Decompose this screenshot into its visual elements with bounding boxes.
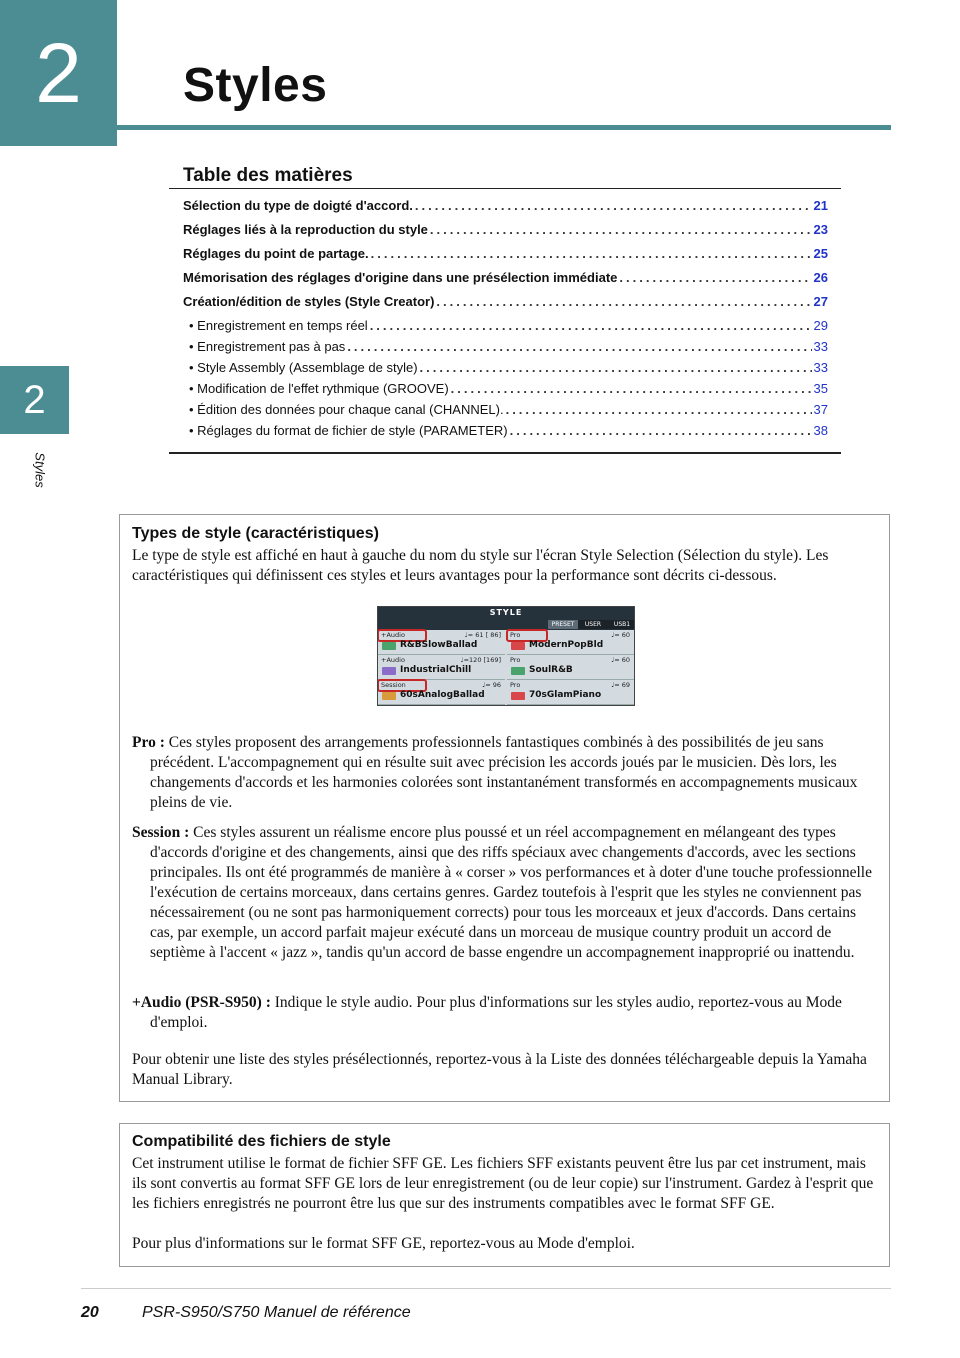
style-type: +Audio (381, 631, 405, 639)
toc-entry-text: • Style Assembly (Assemblage de style) (189, 360, 418, 375)
toc-entry-page-link[interactable]: 38 (813, 423, 828, 438)
compatibility-title: Compatibilité des fichiers de style (132, 1133, 391, 1150)
session-label: Session : (132, 824, 190, 841)
style-icon (511, 667, 525, 675)
style-name: 60sAnalogBallad (400, 690, 485, 700)
style-icon (382, 667, 396, 675)
toc-subentry[interactable] (183, 318, 828, 339)
toc-entry-text: • Enregistrement en temps réel (189, 318, 368, 333)
style-cell[interactable] (378, 680, 505, 705)
toc-entry-page-link[interactable]: 21 (813, 198, 828, 213)
manual-title: PSR-S950/S750 Manuel de référence (142, 1304, 411, 1321)
tab-preset[interactable]: PRESET (548, 620, 578, 629)
toc-heading: Table des matières (183, 165, 353, 186)
style-icon (382, 642, 396, 650)
audio-label: +Audio (PSR-S950) : (132, 994, 271, 1011)
page-title: Styles (183, 59, 328, 112)
screen-header: STYLE (378, 607, 634, 619)
toc-subentry[interactable] (183, 423, 828, 444)
style-selection-screen (377, 606, 635, 706)
session-text: Ces styles assurent un réalisme encore plus poussé et un réel accompagnement en mélangeant des types d'accords d'origine et des changements, ainsi que des riffs spéciaux avec changements d'accords, avec les sections principales. Ils ont été programmés de manière à « corser » vos performances et à doter d'une touche professionnelle l'exécution de certains morceaux, dans certains genres. Gardez toutefois à l'esprit que les styles ne conviennent pas nécessairement (ou ne sont pas harmoniquement corrects) pour tous les morceaux et jeux d'accords. Dans certains cas, par exemple, un accord parfait majeur exécuté dans un morceau de musique country produit un accord de septième à l'accent « jazz », tandis qu'un accord de basse engendre un accompagnement inapproprié ou inattendu. (150, 824, 872, 961)
toc-entry-text: Réglages liés à la reproduction du style (183, 222, 428, 237)
style-type: +Audio (381, 656, 405, 664)
preset-list-note: Pour obtenir une liste des styles présélectionnés, reportez-vous à la Liste des données téléchargeable depuis la Yamaha Manual Library. (132, 1051, 867, 1088)
page-number: 20 (81, 1304, 99, 1321)
pro-text: Ces styles proposent des arrangements professionnels fantastiques combinés à des possibilités de jeu sans précédent. L'accompagnement qui en résulte suit avec précision les accords joués par le musicien. Dès lors, les changements d'accords et les harmonies colorées sont instantanément transformés en accompagnements musicaux pleins de vie. (150, 734, 858, 811)
style-cell[interactable] (378, 655, 505, 680)
toc-entry-text: • Édition des données pour chaque canal (CHANNEL). (189, 402, 504, 417)
toc-subentry[interactable] (183, 381, 828, 402)
style-icon (511, 692, 525, 700)
session-description (132, 823, 877, 963)
audio-description (132, 993, 877, 1033)
style-types-intro: Le type de style est affiché en haut à gauche du nom du style sur l'écran Style Selection (Sélection du style). Les caractéristiques qui définissent ces styles et leurs avantages pour la performance sont décrits ci-dessous. (132, 547, 829, 584)
style-cell[interactable] (507, 630, 634, 655)
style-tempo: ♩= 60 (611, 656, 630, 664)
style-icon (382, 692, 396, 700)
toc-subentry[interactable] (183, 402, 828, 423)
style-grid (378, 630, 634, 705)
toc-entry-text: Sélection du type de doigté d'accord. (183, 198, 413, 213)
toc-entry-page-link[interactable]: 23 (813, 222, 828, 237)
style-cell[interactable] (507, 680, 634, 705)
style-type: Session (381, 681, 406, 689)
toc-entry[interactable] (183, 198, 828, 222)
toc-entry-page-link[interactable]: 33 (813, 339, 828, 354)
toc-entry-page-link[interactable]: 35 (813, 381, 828, 396)
style-tempo: ♩= 61 [ 86] (464, 631, 501, 639)
style-tempo: ♩= 96 (482, 681, 501, 689)
toc-entry-text: Mémorisation des réglages d'origine dans une présélection immédiate (183, 270, 618, 285)
compatibility-box (119, 1123, 890, 1267)
toc-entry-page-link[interactable]: 26 (813, 270, 828, 285)
style-type: Pro (510, 681, 521, 689)
toc-entry-page-link[interactable]: 37 (813, 402, 828, 417)
toc-entry-page-link[interactable]: 29 (813, 318, 828, 333)
title-rule (117, 125, 891, 130)
toc-subentry[interactable] (183, 339, 828, 360)
compatibility-text: Cet instrument utilise le format de fichier SFF GE. Les fichiers SFF existants peuvent être lus par cet instrument, mais ils sont convertis au format SFF GE lors de leur enregistrement (ou de leur copie) sur l'instrument. Gardez à l'esprit que les fichiers enregistrés ne pourront être lus que sur des instruments compatibles avec le format SFF GE. (132, 1155, 874, 1212)
toc-entry-text: Création/édition de styles (Style Creator) (183, 294, 435, 309)
audio-text: Indique le style audio. Pour plus d'informations sur les styles audio, reportez-vous au Mode d'emploi. (150, 994, 842, 1031)
tab-usb1[interactable]: USB1 (607, 620, 635, 629)
compatibility-more-info: Pour plus d'informations sur le format SFF GE, reportez-vous au Mode d'emploi. (132, 1235, 635, 1252)
tab-user[interactable]: USER (578, 620, 608, 629)
chapter-number-tab: 2 (0, 0, 117, 146)
toc-entry-text: • Réglages du format de fichier de style (PARAMETER) (189, 423, 508, 438)
style-name: 70sGlamPiano (529, 690, 602, 700)
pro-label: Pro : (132, 734, 165, 751)
style-type: Pro (510, 631, 521, 639)
style-cell[interactable] (507, 655, 634, 680)
side-chapter-tab[interactable]: 2 (0, 366, 69, 434)
toc-entry-page-link[interactable]: 25 (813, 246, 828, 261)
style-name: R&BSlowBallad (400, 640, 478, 650)
style-tempo: ♩= 69 (611, 681, 630, 689)
toc-entry[interactable] (183, 270, 828, 294)
toc-subentry[interactable] (183, 360, 828, 381)
style-name: ModernPopBld (529, 640, 604, 650)
toc-entry-text: Réglages du point de partage. (183, 246, 369, 261)
toc-entry[interactable] (183, 222, 828, 246)
footer-rule (81, 1288, 891, 1289)
style-name: SoulR&B (529, 665, 573, 675)
toc-entry-text: • Enregistrement pas à pas (189, 339, 346, 354)
side-chapter-label: Styles (32, 452, 48, 488)
toc-entry-page-link[interactable]: 33 (813, 360, 828, 375)
style-tempo: ♩=120 [169] (460, 656, 501, 664)
pro-description (132, 733, 877, 813)
toc-entry-page-link[interactable]: 27 (813, 294, 828, 309)
style-icon (511, 642, 525, 650)
toc-list (183, 198, 828, 444)
style-name: IndustrialChill (400, 665, 472, 675)
style-type: Pro (510, 656, 521, 664)
toc-divider-bottom (169, 452, 841, 454)
style-cell[interactable] (378, 630, 505, 655)
style-types-title: Types de style (caractéristiques) (132, 525, 379, 542)
toc-entry[interactable] (183, 246, 828, 270)
style-tempo: ♩= 60 (611, 631, 630, 639)
toc-divider-top (169, 188, 841, 189)
toc-entry[interactable] (183, 294, 828, 318)
style-types-box (119, 514, 890, 1102)
toc-entry-text: • Modification de l'effet rythmique (GROOVE) (189, 381, 449, 396)
